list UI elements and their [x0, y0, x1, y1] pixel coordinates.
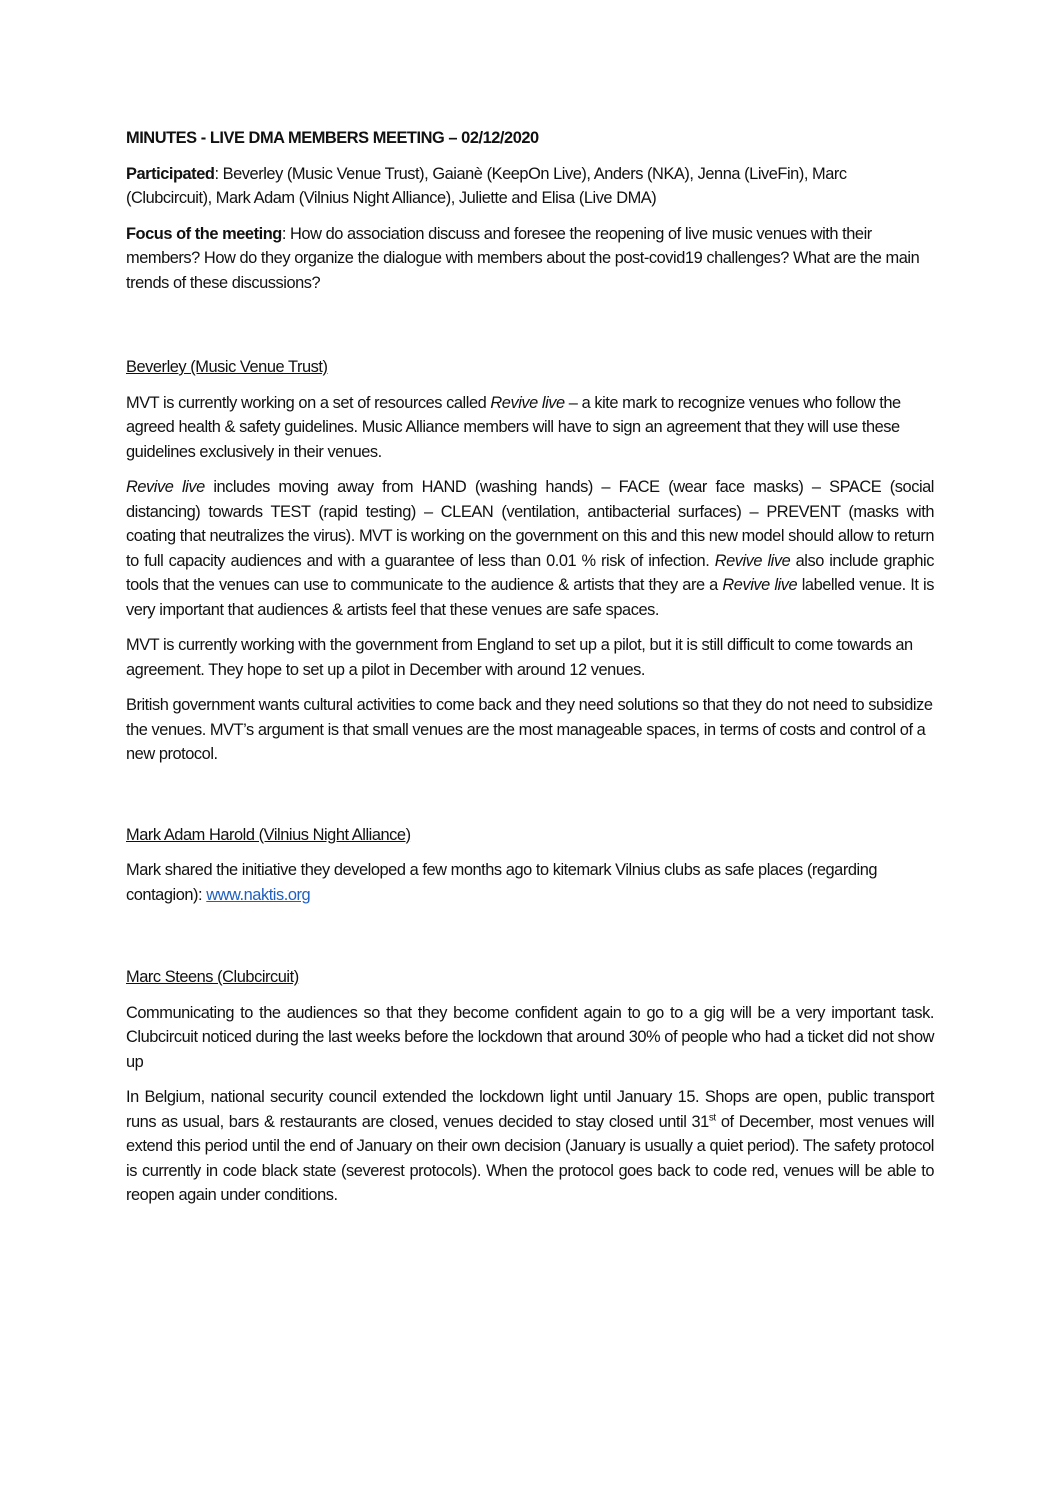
text-run: also include graphic tools that the venues can use to communicate to the audience & artists that they are a [126, 551, 934, 594]
text-run: labelled venue. It is very important that audiences & artists feel that these venues are safe spaces. [126, 576, 934, 619]
section-heading-mark-adam-harold: Mark Adam Harold (Vilnius Night Alliance) [126, 825, 411, 844]
spacer [126, 306, 934, 355]
emphasis-revive-live: Revive live [722, 576, 798, 594]
participated-label: Participated [126, 164, 215, 183]
emphasis-revive-live: Revive live [490, 393, 565, 412]
text-run: of December, most venues will extend this period until the end of January on their own decision (January is usually a quiet period). The safety protocol is currently in code black state (severest protocols). When the protocol goes back to code red, venues will be able to reopen again under conditions. [126, 1112, 935, 1204]
naktis-link[interactable]: www.naktis.org [206, 885, 311, 904]
focus-text: : How do association discuss and foresee the reopening of live music venues with their members? How do they organize the dialogue with members about the post-covid19 challenges? What are the main trends of these discussions? [126, 224, 920, 292]
emphasis-revive-live: Revive live [714, 551, 791, 570]
section-heading-beverley: Beverley (Music Venue Trust) [126, 358, 328, 376]
paragraph [126, 1085, 934, 1208]
ordinal-suffix: st [708, 1112, 716, 1124]
spacer [126, 918, 934, 965]
spacer [126, 778, 934, 823]
focus-paragraph [126, 222, 934, 296]
participants-text: : Beverley (Music Venue Trust), Gaianè (KeepOn Live), Anders (NKA), Jenna (LiveFin), Marc (Clubcircuit), Mark Adam (Vilnius Night Alliance), Juliette and Elisa (Live DMA) [126, 164, 847, 207]
paragraph: British government wants cultural activities to come back and they need solutions so that they do not need to subsidize the venues. MVT’s argument is that small venues are the most manageable spaces, in terms of costs and control of a new protocol. [126, 696, 933, 763]
text-run: – a kite mark to recognize venues who follow the agreed health & safety guidelines. Music Alliance members will have to sign an agreement that they will use these guidelines exclusively in their venues. [126, 393, 901, 461]
text-run: In Belgium, national security council extended the lockdown light until January 15. Shops are open, public transport runs as usual, bars & restaurants are closed, venues decided to stay closed until 31 [126, 1088, 934, 1131]
text-run: includes moving away from HAND (washing hands) – FACE (wear face masks) – SPACE (social distancing) towards TEST (rapid testing) – CLEAN (ventilation, antibacterial surfaces) – PREVENT (masks with coating that neutralizes the virus). MVT is working on the government on this and this new model should allow to return to full capacity audiences and with a guarantee of less than 0.01 % risk of infection. [126, 478, 935, 570]
focus-label: Focus of the meeting [126, 224, 282, 243]
paragraph: Communicating to the audiences so that they become confident again to go to a gig will be a very important task. Clubcircuit noticed during the last weeks before the lockdown that around 30% of people who had a ticket did not show up [126, 1003, 934, 1071]
paragraph [126, 858, 934, 907]
document-page [126, 126, 934, 1219]
emphasis-revive-live: Revive live [126, 478, 205, 496]
paragraph [126, 475, 934, 622]
document-title: MINUTES - LIVE DMA MEMBERS MEETING – 02/12/2020 [126, 129, 539, 147]
text-run: MVT is currently working on a set of resources called [126, 393, 491, 412]
participants-paragraph [126, 162, 934, 211]
paragraph [126, 391, 934, 465]
section-heading-marc-steens: Marc Steens (Clubcircuit) [126, 968, 299, 986]
text-run: Mark shared the initiative they developed a few months ago to kitemark Vilnius clubs as safe places (regarding contagion): [126, 861, 878, 904]
paragraph: MVT is currently working with the government from England to set up a pilot, but it is still difficult to come towards an agreement. They hope to set up a pilot in December with around 12 venues. [126, 636, 913, 679]
